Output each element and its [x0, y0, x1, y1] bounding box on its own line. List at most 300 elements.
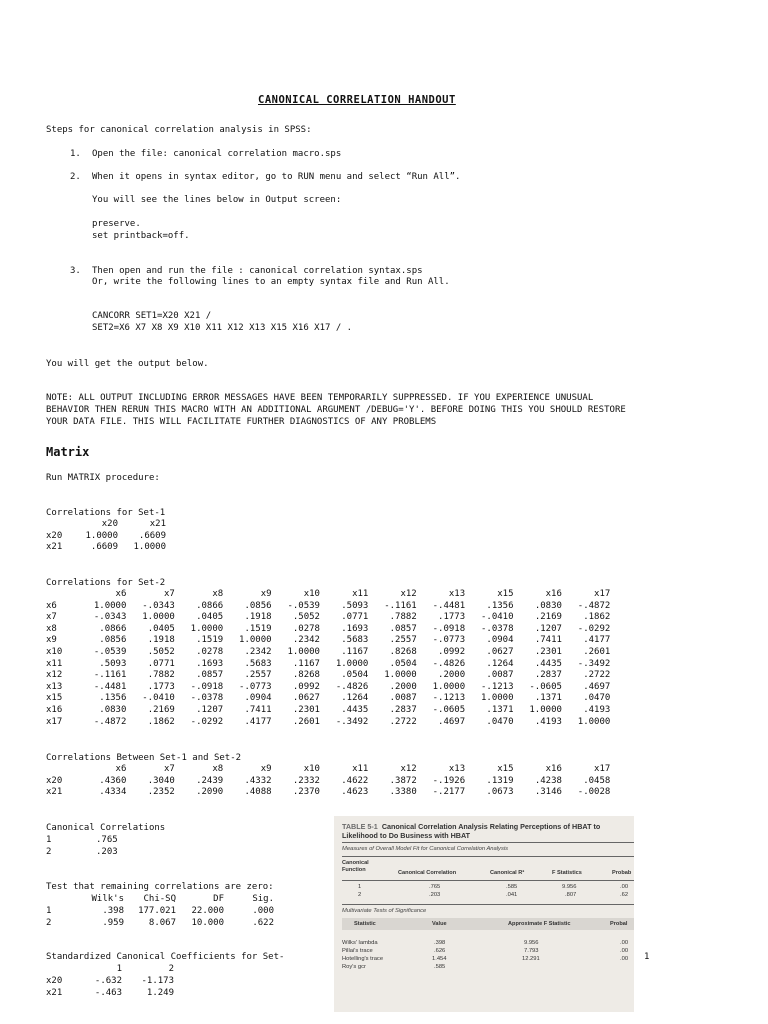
table-row: [46, 917, 274, 929]
cell: .2370: [292, 787, 320, 798]
cell: .1264: [486, 658, 514, 669]
cell: .765: [429, 884, 441, 890]
table-row: [46, 787, 610, 799]
cell: .0830: [534, 600, 562, 611]
cell: .1207: [196, 704, 224, 715]
page-title: CANONICAL CORRELATION HANDOUT: [258, 94, 456, 106]
row-label: x17: [46, 716, 63, 727]
table-5-1-subtitle-fit: Measures of Overall Model Fit for Canonical Correlation Analysis: [342, 846, 509, 852]
table-5-1-image: [334, 816, 634, 1012]
table-row: [46, 717, 610, 729]
std-coef-title-suffix: 1: [644, 952, 650, 962]
col-header: x16: [545, 764, 562, 774]
cell: .0992: [292, 681, 320, 692]
row-label: x9: [46, 635, 57, 646]
cell: .4177: [583, 635, 611, 646]
row-label: x12: [46, 670, 63, 681]
cell: .0627: [292, 693, 320, 704]
row-label: x20: [46, 530, 63, 541]
cell: .0771: [147, 658, 175, 669]
cell: .1773: [147, 681, 175, 692]
set1-col-header: x20: [101, 519, 118, 529]
row-number: 1: [46, 835, 52, 845]
cell: .2601: [583, 646, 611, 657]
col-header: 2: [168, 964, 174, 974]
col-header: x17: [594, 764, 611, 774]
cell: 177.021: [138, 906, 176, 916]
row-label: x16: [46, 704, 63, 715]
cell: .0856: [244, 600, 272, 611]
cell: .203: [429, 892, 441, 898]
col-header: x10: [303, 589, 320, 599]
col-header: x7: [163, 589, 175, 599]
col-header-value: Value: [432, 921, 447, 927]
cell: .1693: [341, 623, 369, 634]
cell: -.0343: [93, 612, 127, 623]
cell: 1.0000: [85, 530, 118, 541]
row-label: x21: [46, 542, 63, 553]
cell: .3872: [389, 775, 417, 786]
cell: .203: [96, 847, 118, 857]
cell: .0504: [389, 658, 417, 669]
cell: 1.0000: [529, 704, 562, 715]
cell: .5093: [341, 600, 369, 611]
cell: -.4826: [335, 681, 369, 692]
rule: [342, 856, 634, 857]
table-row: [46, 635, 610, 647]
warning-line-2: BEHAVIOR THEN RERUN THIS MACRO WITH AN ADDITIONAL ARGUMENT /DEBUG='Y'. BEFORE DOING THIS YOU SHOULD RESTORE: [46, 405, 626, 415]
cell: .4334: [99, 787, 127, 798]
cell: .4623: [341, 787, 369, 798]
cell: .4193: [534, 716, 562, 727]
between-title: Correlations Between Set-1 and Set-2: [46, 753, 242, 763]
col-header-canonical-correlation: Canonical Correlation: [398, 870, 457, 876]
row-label: x13: [46, 681, 63, 692]
step-3-text: Then open and run the file : canonical correlation syntax.sps: [92, 266, 423, 276]
test-title: Test that remaining correlations are zero:: [46, 882, 274, 892]
cell: .0087: [389, 693, 417, 704]
cell: .2090: [196, 787, 224, 798]
col-header-f-statistics: F Statistics: [552, 870, 582, 876]
cell: 1.0000: [190, 623, 224, 634]
cell: .4177: [244, 716, 272, 727]
warning-line-3: YOUR DATA FILE. THIS WILL FACILITATE FURTHER DIAGNOSTICS OF ANY PROBLEMS: [46, 417, 437, 427]
cell: 12.291: [522, 956, 540, 962]
cell: .0866: [99, 623, 127, 634]
cell: .2439: [196, 775, 224, 786]
col-header: x12: [400, 764, 417, 774]
std-header-row: [46, 963, 174, 975]
cell: 1.0000: [335, 658, 369, 669]
cell: .8268: [389, 646, 417, 657]
row-label: x20: [46, 775, 63, 786]
cell: 1.0000: [384, 670, 417, 681]
cell: -.0773: [432, 635, 466, 646]
cell: .6609: [138, 530, 166, 541]
col-header: x10: [303, 764, 320, 774]
cell: .041: [506, 892, 518, 898]
test-table: [46, 893, 274, 929]
cell: .7411: [534, 635, 562, 646]
intro-text: Steps for canonical correlation analysis in SPSS:: [46, 125, 312, 135]
cell: 7.793: [524, 948, 539, 954]
col-header: Sig.: [252, 894, 274, 904]
cell: .1519: [196, 635, 224, 646]
cell: 8.067: [148, 918, 176, 928]
col-header: DF: [213, 894, 224, 904]
col-header: x13: [448, 589, 466, 599]
set2-header-row: [46, 589, 610, 601]
cell: .2169: [147, 704, 175, 715]
cell: .585: [434, 964, 446, 970]
col-header-probability: Probal: [610, 921, 628, 927]
cell: .1356: [486, 600, 514, 611]
cell: .2000: [389, 681, 417, 692]
header-band: [342, 918, 634, 930]
cell: .0458: [583, 775, 611, 786]
col-header: x6: [115, 589, 127, 599]
cell: Wilks' lambda: [342, 940, 378, 946]
cell: -.1161: [384, 600, 417, 611]
cell: -.1926: [432, 775, 466, 786]
cell: Roy's gcr: [342, 964, 366, 970]
cell: -.4481: [93, 681, 127, 692]
cell: .5683: [244, 658, 272, 669]
cell: .7882: [389, 612, 417, 623]
run-matrix-text: Run MATRIX procedure:: [46, 473, 160, 483]
col-header-canonical-function: Canonical Function: [342, 860, 369, 873]
cell: .1693: [196, 658, 224, 669]
col-header: x9: [260, 589, 272, 599]
cell: .62: [620, 892, 629, 898]
cell: .4435: [341, 704, 369, 715]
code-printback: set printback=off.: [92, 231, 190, 241]
cell: 1.0000: [481, 693, 514, 704]
cell: .0087: [486, 670, 514, 681]
cell: .0673: [486, 787, 514, 798]
cell: .0627: [486, 646, 514, 657]
code-cancorr-2: SET2=X6 X7 X8 X9 X10 X11 X12 X13 X15 X16 X17 / .: [92, 323, 353, 333]
cell: -.4826: [432, 658, 466, 669]
cell: -.0378: [190, 693, 224, 704]
cell: -.0028: [577, 787, 611, 798]
table-row: [46, 682, 610, 694]
cell: .1519: [244, 623, 272, 634]
step-3-number: 3.: [70, 266, 81, 276]
col-header: x11: [352, 589, 369, 599]
table-row: [46, 542, 166, 554]
col-header-canonical-r2: Canonical R²: [490, 870, 525, 876]
cell: .1773: [438, 612, 466, 623]
cell: -.0539: [287, 600, 320, 611]
table-row: [46, 846, 118, 858]
cell: -.0292: [190, 716, 224, 727]
cell: .000: [252, 906, 274, 916]
cell: 2: [358, 892, 362, 898]
cell: .0904: [486, 635, 514, 646]
cell: .1207: [534, 623, 562, 634]
cell: .4238: [534, 775, 562, 786]
std-coef-title: Standardized Canonical Coefficients for Set-: [46, 952, 285, 962]
cell: .4193: [583, 704, 611, 715]
row-label: x8: [46, 623, 57, 634]
table-row: [46, 693, 610, 705]
cell: .0857: [389, 623, 417, 634]
cell: .2342: [244, 646, 272, 657]
code-preserve: preserve.: [92, 219, 141, 229]
rule: [342, 880, 634, 881]
cell: .1371: [486, 704, 514, 715]
cell: .0904: [244, 693, 272, 704]
canonical-title: Canonical Correlations: [46, 823, 166, 833]
matrix-heading: Matrix: [46, 445, 90, 459]
col-header: x6: [115, 764, 127, 774]
warning-line-1: NOTE: ALL OUTPUT INCLUDING ERROR MESSAGES HAVE BEEN TEMPORARILY SUPPRESSED. IF YOU EXPERIENCE UNUSUAL: [46, 393, 594, 403]
cell: 1.249: [146, 988, 174, 998]
cell: -.0605: [432, 704, 466, 715]
cell: -.4481: [432, 600, 466, 611]
row-number: 2: [46, 918, 52, 928]
cell: -.0292: [577, 623, 611, 634]
set1-table: [46, 519, 166, 554]
cell: .4622: [341, 775, 369, 786]
cell: .2557: [244, 670, 272, 681]
cell: .2837: [534, 670, 562, 681]
col-header: x11: [352, 764, 369, 774]
cell: -.0773: [239, 681, 272, 692]
cell: .5052: [147, 646, 175, 657]
row-label: x15: [46, 693, 63, 704]
cell: 1.0000: [287, 646, 320, 657]
set2-title: Correlations for Set-2: [46, 578, 166, 588]
cell: .1264: [341, 693, 369, 704]
table-5-1-label: TABLE 5-1: [342, 822, 378, 831]
cell: .0857: [196, 670, 224, 681]
row-number: 2: [46, 847, 52, 857]
cell: -.1213: [481, 681, 514, 692]
cell: .4332: [244, 775, 272, 786]
cell: -.3492: [577, 658, 611, 669]
cell: 1.0000: [93, 600, 127, 611]
cell: .1371: [534, 693, 562, 704]
cell: .2722: [389, 716, 417, 727]
col-header: Wilk's: [91, 894, 124, 904]
step-2-text: When it opens in syntax editor, go to RUN menu and select “Run All”.: [92, 172, 461, 182]
table-5-1-caption: [342, 822, 632, 840]
cell: .585: [506, 884, 518, 890]
cell: 22.000: [191, 906, 224, 916]
cell: .0830: [99, 704, 127, 715]
cell: .1319: [486, 775, 514, 786]
row-label: x21: [46, 988, 63, 998]
cell: .6609: [90, 542, 118, 553]
cell: .2169: [534, 612, 562, 623]
cell: .1862: [583, 612, 611, 623]
cell: -.1161: [93, 670, 127, 681]
cell: 1.0000: [133, 542, 166, 553]
table-row: [46, 987, 174, 999]
cell: -.0605: [529, 681, 562, 692]
col-header: x12: [400, 589, 417, 599]
cell: .0470: [583, 693, 611, 704]
cell: .2837: [389, 704, 417, 715]
table-row: [46, 612, 610, 624]
set1-header-row: [46, 519, 166, 531]
cell: -.4872: [577, 600, 611, 611]
col-header: x13: [448, 764, 466, 774]
cell: 1: [358, 884, 362, 890]
col-header: x17: [594, 589, 611, 599]
cell: -.4872: [93, 716, 127, 727]
cell: .00: [620, 948, 629, 954]
rule: [342, 842, 634, 843]
step-1-number: 1.: [70, 149, 81, 159]
row-label: x20: [46, 976, 63, 986]
cell: .2601: [292, 716, 320, 727]
output-note: You will get the output below.: [46, 359, 209, 369]
cell: .7882: [147, 670, 175, 681]
cell: .959: [102, 918, 124, 928]
cell: -.0539: [93, 646, 127, 657]
cell: .398: [102, 906, 124, 916]
cell: .0470: [486, 716, 514, 727]
row-label: x21: [46, 787, 63, 798]
cell: 10.000: [191, 918, 224, 928]
cell: .3380: [389, 787, 417, 798]
col-header: x16: [545, 589, 562, 599]
cell: .2722: [583, 670, 611, 681]
col-header: x8: [212, 589, 224, 599]
cell: .1918: [244, 612, 272, 623]
cell: .5052: [292, 612, 320, 623]
cell: -.3492: [335, 716, 369, 727]
cell: .0856: [99, 635, 127, 646]
col-header: x15: [497, 589, 514, 599]
cell: -.0343: [142, 600, 175, 611]
cell: -.463: [94, 988, 122, 998]
cell: -.0410: [481, 612, 514, 623]
cell: .00: [620, 940, 629, 946]
cell: .2301: [534, 646, 562, 657]
cell: .0866: [196, 600, 224, 611]
cell: .2000: [438, 670, 466, 681]
between-table: [46, 764, 610, 799]
cell: .2352: [147, 787, 175, 798]
cell: -1.173: [141, 976, 174, 986]
cell: -.0378: [481, 623, 514, 634]
cell: -.2177: [432, 787, 466, 798]
cell: .4697: [438, 716, 466, 727]
code-cancorr-1: CANCORR SET1=X20 X21 /: [92, 311, 212, 321]
cell: .00: [620, 956, 629, 962]
cell: 1.0000: [577, 716, 611, 727]
between-header-row: [46, 764, 610, 776]
cell: .1918: [147, 635, 175, 646]
cell: .4435: [534, 658, 562, 669]
col-header: Chi-SQ: [143, 894, 176, 904]
cell: .626: [434, 948, 446, 954]
cell: .2332: [292, 775, 320, 786]
cell: .0504: [341, 670, 369, 681]
row-number: 1: [46, 906, 52, 916]
cell: 1.0000: [142, 612, 175, 623]
cell: .4360: [99, 775, 127, 786]
cell: -.0918: [432, 623, 466, 634]
col-header-approx-f: Approximate F Statistic: [508, 921, 571, 927]
cell: 1.0000: [432, 681, 466, 692]
cell: .00: [620, 884, 629, 890]
table-row: [46, 834, 118, 846]
rule: [342, 904, 634, 905]
table-5-1-caption-text: Canonical Correlation Analysis Relating Perceptions of HBAT to Likelihood to Do Business with HBAT: [342, 822, 601, 840]
cell: .5683: [341, 635, 369, 646]
cell: .0771: [341, 612, 369, 623]
cell: 1.454: [432, 956, 447, 962]
row-label: x10: [46, 646, 63, 657]
col-header: x8: [212, 764, 224, 774]
cell: .7411: [244, 704, 272, 715]
cell: .1167: [341, 646, 369, 657]
test-header-row: [46, 893, 274, 905]
cell: .398: [434, 940, 446, 946]
step-1-text: Open the file: canonical correlation macro.sps: [92, 149, 342, 159]
set2-table: [46, 589, 610, 728]
row-label: x6: [46, 600, 57, 611]
cell: 9.956: [524, 940, 539, 946]
cell: Hotelling's trace: [342, 956, 384, 962]
cell: 1.0000: [239, 635, 272, 646]
col-header-statistic: Statistic: [354, 921, 376, 927]
cell: -.632: [94, 976, 122, 986]
cell: .4697: [583, 681, 611, 692]
cell: .765: [96, 835, 118, 845]
row-label: x11: [46, 658, 63, 669]
step-2-number: 2.: [70, 172, 81, 182]
cell: .3146: [534, 787, 562, 798]
step-2-note: You will see the lines below in Output screen:: [92, 195, 342, 205]
col-header: x15: [497, 764, 514, 774]
canonical-table: [46, 834, 118, 858]
cell: .8268: [292, 670, 320, 681]
table-row: [46, 776, 610, 788]
table-row: [46, 975, 174, 987]
cell: .3040: [147, 775, 175, 786]
step-3-text-2: Or, write the following lines to an empty syntax file and Run All.: [92, 277, 450, 287]
table-row: [46, 624, 610, 636]
table-row: [46, 647, 610, 659]
cell: .0405: [147, 623, 175, 634]
cell: .622: [252, 918, 274, 928]
table-row: [46, 659, 610, 671]
cell: .2342: [292, 635, 320, 646]
row-label: x7: [46, 612, 57, 623]
cell: .0278: [196, 646, 224, 657]
col-header: 1: [116, 964, 122, 974]
cell: .1356: [99, 693, 127, 704]
cell: -.1213: [432, 693, 466, 704]
cell: 9.956: [562, 884, 577, 890]
table-5-1-subtitle-significance: Multivariate Tests of Significance: [342, 908, 427, 914]
std-coef-table: [46, 963, 174, 999]
cell: Pillai's trace: [342, 948, 373, 954]
col-header: x7: [163, 764, 175, 774]
table-row: [46, 705, 610, 717]
cell: .0278: [292, 623, 320, 634]
table-row: [46, 905, 274, 917]
cell: .4088: [244, 787, 272, 798]
cell: .1167: [292, 658, 320, 669]
cell: .0992: [438, 646, 466, 657]
